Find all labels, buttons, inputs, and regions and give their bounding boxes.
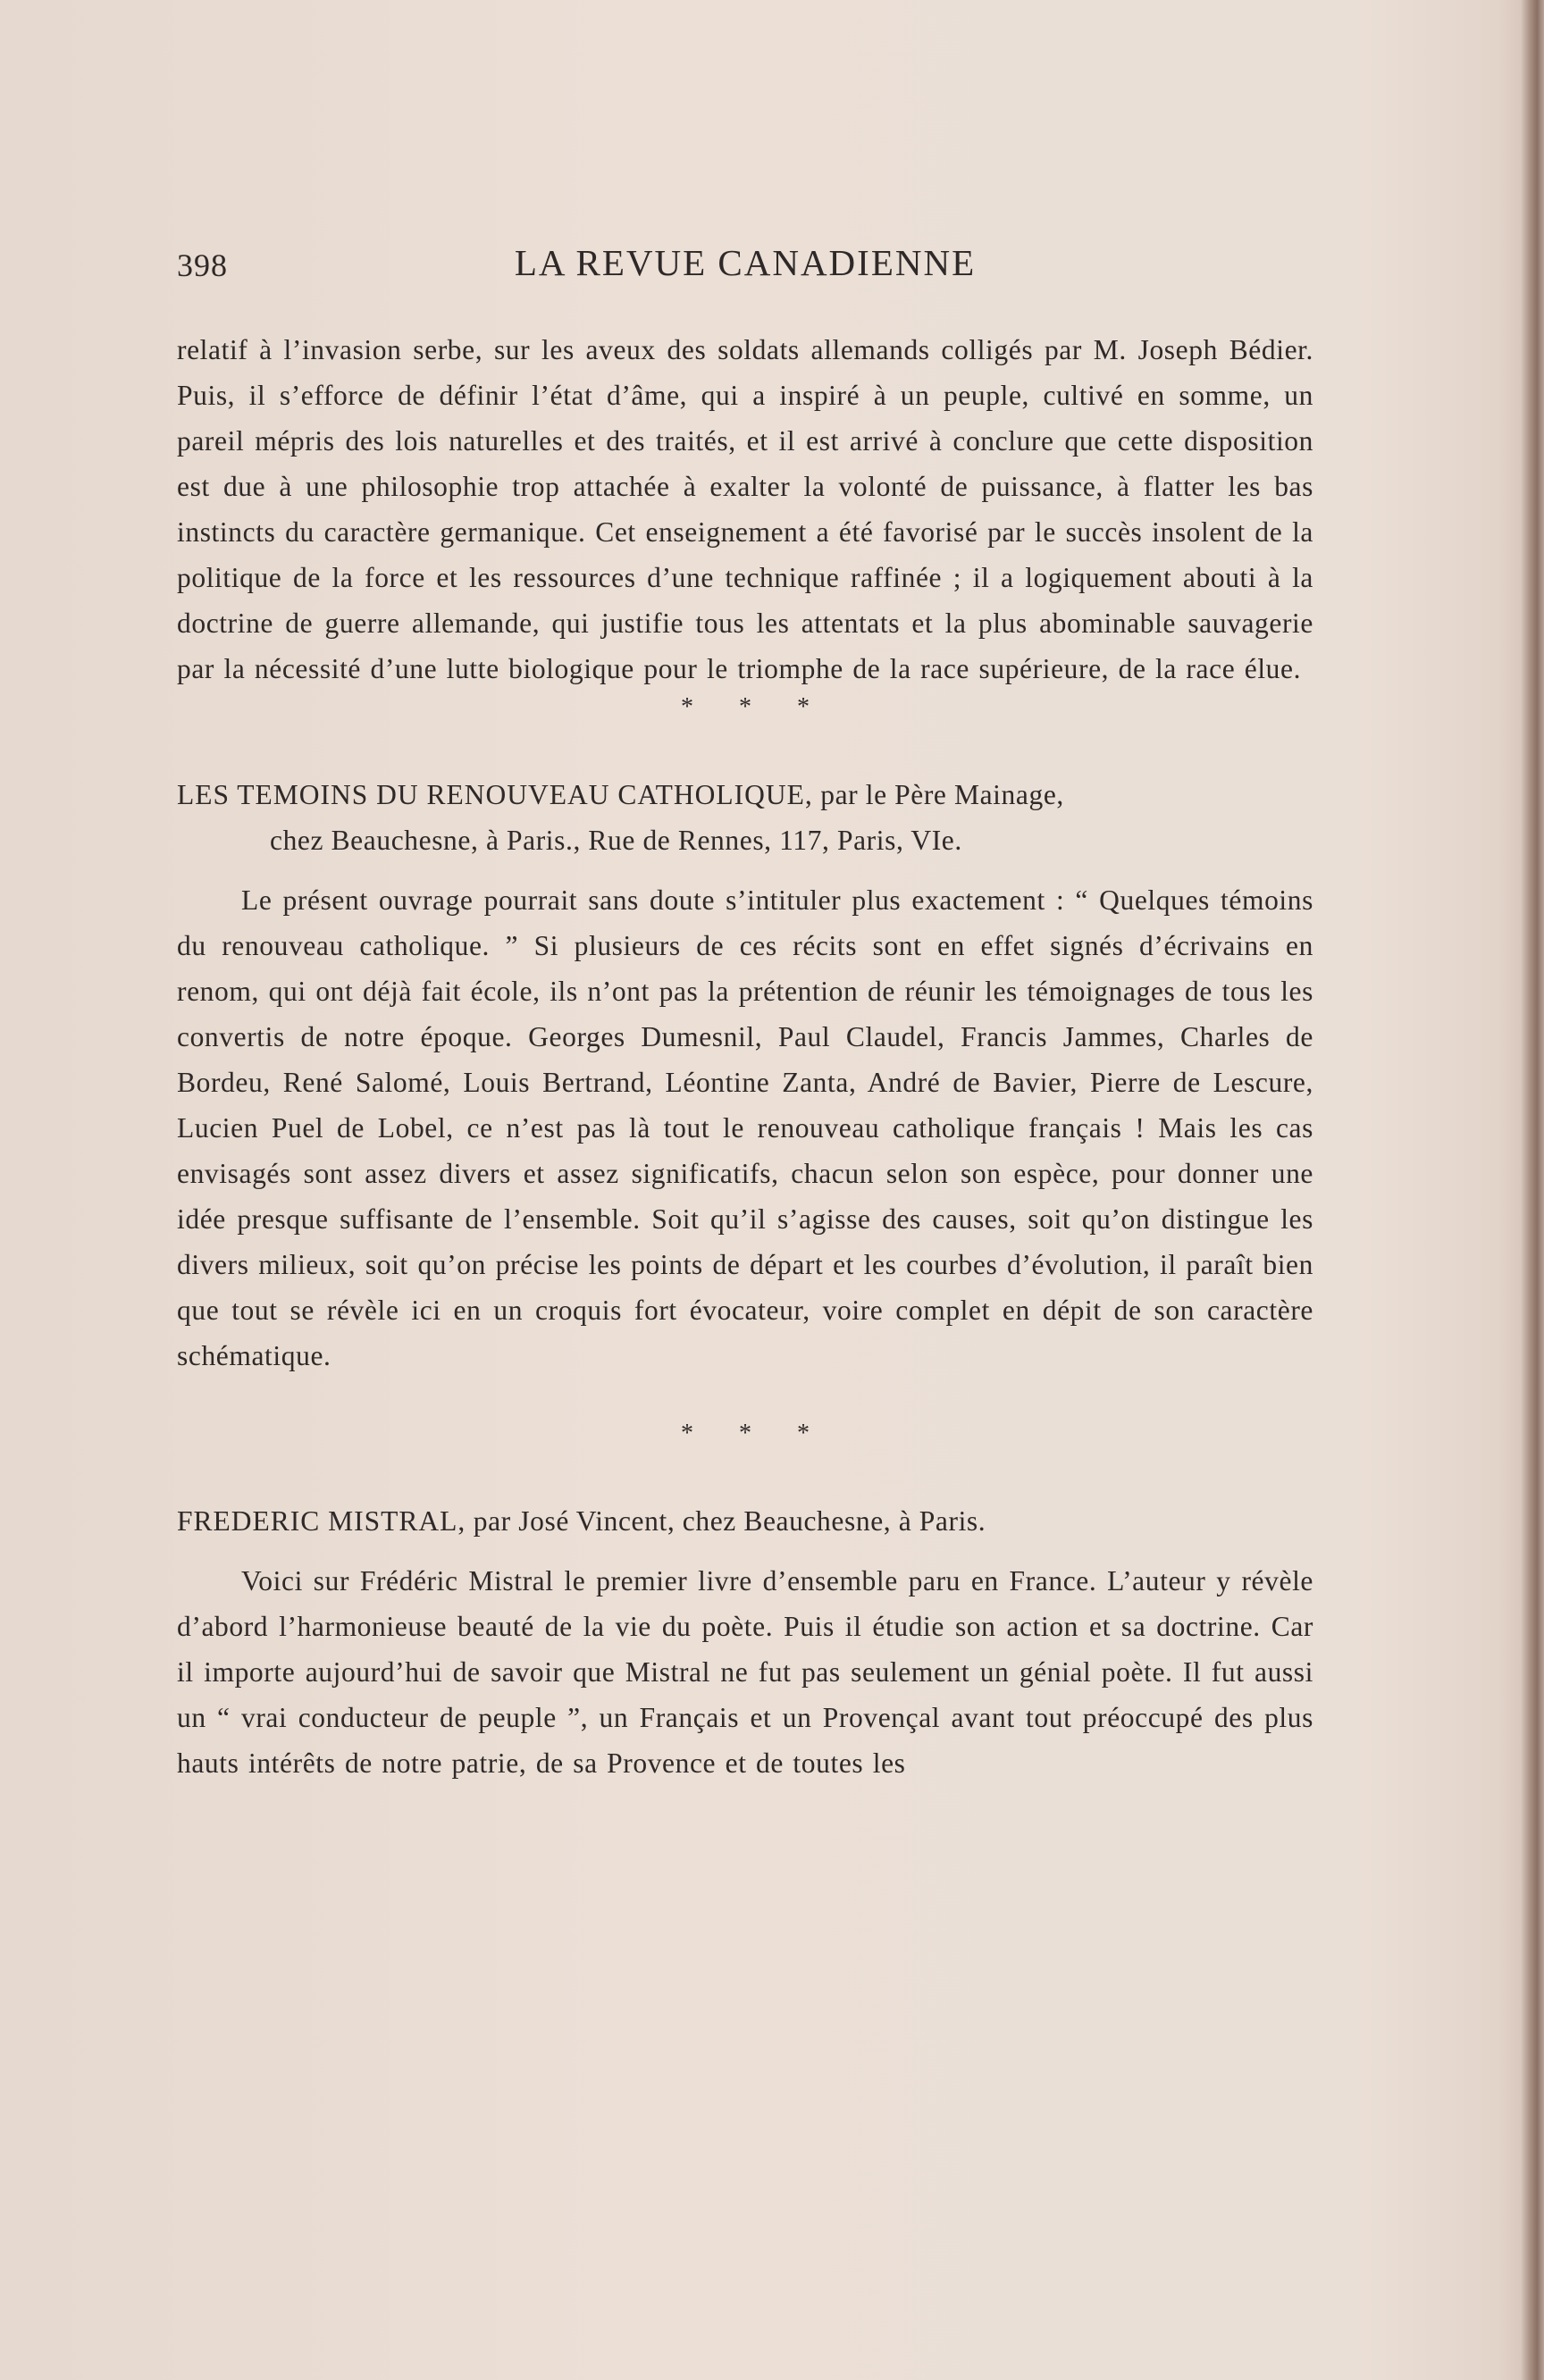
book-title: FREDERIC MISTRAL, xyxy=(177,1505,466,1537)
review-paragraph: Voici sur Frédéric Mistral le premier livre d’ensemble paru en France. L’auteur y révèle d’abord l’harmonieuse beauté de la vie du poète. Puis il étudie son action et sa doctrine. Car il importe aujourd’hui de savoir que Mistral ne fut pas seulement un génial poète. Il fut aussi un “ vrai conducteur de peuple ”, un Français et un Provençal avant tout préoccupé des plus hauts intérêts de notre patrie, de sa Provence et de toutes les xyxy=(177,1565,1313,1779)
journal-title: LA REVUE CANADIENNE xyxy=(514,242,977,283)
book-title: LES TEMOINS DU RENOUVEAU CATHOLIQUE, xyxy=(177,779,813,810)
book-publisher: chez Beauchesne, à Paris., Rue de Rennes, 117, Paris, VIe. xyxy=(270,825,962,856)
running-head xyxy=(177,241,1313,295)
section-separator: * * * xyxy=(681,1420,829,1447)
review-paragraph-continued: relatif à l’invasion serbe, sur les aveux des soldats allemands colligés par M. Joseph Bédier. Puis, il s’efforce de définir l’état d’âme, qui a inspiré à un peuple, cultivé en somme, un pareil mépris des lois naturelles et des traités, et il est arrivé à conclure que cette disposition est due à une philosophie trop attachée à exalter la volonté de puissance, à flatter les bas instincts du caractère germanique. Cet enseignement a été favorisé par le succès insolent de la politique de la force et les ressources d’une technique raffinée ; il a logiquement abouti à la doctrine de guerre allemande, qui justifie tous les attentats et la plus abominable sauvagerie par la nécessité d’une lutte biologique pour le triomphe de la race supérieure, de la race élue. xyxy=(177,334,1313,684)
section-separator: * * * xyxy=(681,693,829,721)
page-number: 398 xyxy=(177,247,228,283)
review-paragraph: Le présent ouvrage pourrait sans doute s’intituler plus exactement : “ Quelques témoins du renouveau catholique. ” Si plusieurs de ces récits sont en effet signés d’écrivains en renom, qui ont déjà fait école, ils n’ont pas la prétention de réunir les témoignages de tous les convertis de notre époque. Georges Dumesnil, Paul Claudel, Francis Jammes, Charles de Bordeu, René Salomé, Louis Bertrand, Léontine Zanta, André de Bavier, Pierre de Lescure, Lucien Puel de Lobel, ce n’est pas là tout le renouveau catholique français ! Mais les cas envisagés sont assez divers et assez significatifs, chacun selon son espèce, pour donner une idée presque suffisante de l’ensemble. Soit qu’il s’agisse des causes, soit qu’on distingue les divers milieux, soit qu’on précise les points de départ et les courbes d’évolution, il paraît bien que tout se révèle ici en un croquis fort évocateur, voire complet en dépit de son caractère schématique. xyxy=(177,884,1313,1371)
page-edge xyxy=(1521,0,1544,2380)
book-author: par le Père Mainage, xyxy=(812,779,1064,810)
book-author-publisher: par José Vincent, chez Beauchesne, à Paris. xyxy=(466,1505,986,1537)
book-heading-mistral xyxy=(177,1498,1313,1544)
book-heading-temoins xyxy=(177,772,1313,863)
page-content xyxy=(177,241,1313,1786)
